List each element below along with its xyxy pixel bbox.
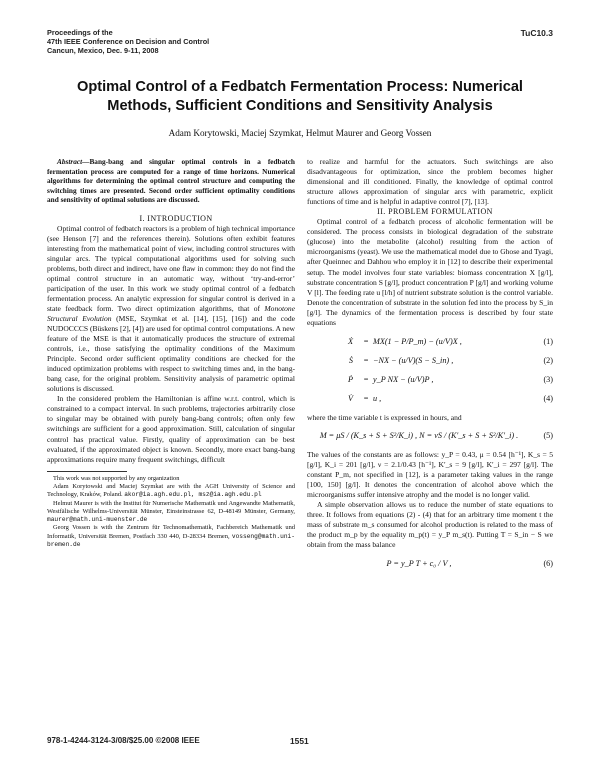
conference-line: Proceedings of the — [47, 28, 113, 37]
problem-paragraph: A simple observation allows us to reduce the number of state equations to three. It follows from equations (2) - (4) that for an arbitrary time moment t the mass of substrate m_s consumed for alcohol production is related to the mass of the product m_p by the equality m_p(t) = y_P m_s(t). Putting T = S_in − S we obtain from the mass balance — [307, 500, 553, 550]
eq-lhs: V̇ — [347, 394, 353, 404]
eq-lhs: Ṡ — [348, 356, 353, 366]
title-line: Optimal Control of a Fedbatch Fermentation Process: Numerical — [76, 79, 523, 95]
eq-sign: = — [363, 337, 369, 347]
state-equations — [307, 333, 553, 409]
eq-rhs: y_P NX − (u/V)P , — [373, 375, 434, 385]
eq-rhs: P = y_P T + c₀ / V , — [386, 558, 452, 568]
eq-rhs: MX(1 − P/P_m) − (u/V)X , — [373, 337, 462, 347]
abstract-text: —Bang-bang and singular optimal controls in a fedbatch fermentation process are computed for a range of time horizons. Numerical algorithms for determining the optimal control structure and computing the switching times are presented. Second order sufficient optimality conditions and sensitivity of optimal solutions are discussed. — [47, 157, 295, 204]
footnote-affiliation — [47, 524, 295, 549]
footnote-support: This work was not supported by any organization — [53, 474, 180, 482]
equation-6 — [307, 554, 553, 573]
eq-number: (6) — [543, 558, 553, 568]
constants-paragraph: The values of the constants are as follows: y_P = 0.43, μ = 0.54 [h⁻¹], K_s = 5 [g/l], K_i = 201 [g/l], ν = 2.1/0.43 [h⁻¹], K′_s = 9 [g/l], K′_i = 297 [g/l]. The constant P_m, not specified in [12], is a parameter taking values in the range [100, 150] [g/l]. It denotes the concentration of alcohol above which the microorganisms suffer intensive atrophy and the model is no longer valid. — [307, 449, 553, 500]
abstract — [47, 157, 295, 205]
section-heading-introduction: I. INTRODUCTION — [139, 213, 213, 223]
intro-text: Optimal control of fedbatch reactors is a problem of high technical importance (see Henson [7] and the references therein). Solutions often exhibit features interesting from the mathematical point of view, including control structures with singular arcs. The typical computational algorithms used for solving such problems, both direct and indirect, have one flaw in common: they do not find the optimal control structure in an automatic way, without ‘try-and-error’ participation of the user. In this work we study optimal control of a fedbatch fermentation process. An analytic expression for singular control is derived in a state feedback form. Two direct optimization algorithms, that of — [47, 223, 295, 313]
problem-text: where the time variable t is expressed in hours, and — [307, 412, 462, 422]
session-code: TuC10.3 — [520, 28, 553, 38]
eq-sign: = — [363, 375, 369, 385]
footnote-affiliation — [47, 483, 295, 500]
eq-sign: = — [363, 356, 369, 366]
problem-paragraph: Optimal control of a fedbatch process of alcoholic fermentation will be considered. The process consists in biological degradation of the substrate (glucose) into the metabolite (alcohol) resulting from the action of microorganisms (yeast). We use the mathematical model due to Ghose and Tyagi, after Queinnec and Dahhou who employ it in [12] to describe their experimental setup. The model involves four state variables: biomass concentration X [g/l], substrate concentration S [g/l], product concentration P [g/l] and working volume V [l]. The feeding rate u [l/h] of nutrient substrate solution is the control variable. Denote the concentration of substrate in the solution fed into the process by S_in [g/l]. The dynamics of the fermentation process is described by four state equations — [307, 217, 553, 327]
section-heading-problem: II. PROBLEM FORMULATION — [377, 207, 493, 217]
footnote-affiliation — [47, 500, 295, 525]
paper-title — [47, 78, 553, 116]
intro-text: (MSE, Szymkat et al. [14], [15], [16]) and the code NUDOCCCS (Büskens [2], [4]) are used for optimal control computations. A new feature of the MSE is that it automatically produces the structure of extremal controls, i.e., those satisfying the optimality conditions of the Maximum Principle. Second order sufficient optimality conditions are checked for the induced optimization problems with respect to switching times and, in the bang-bang case, for the original problem. Sensitivity analysis of parametric optimal solutions is discussed. — [47, 313, 296, 394]
affiliation-text: Georg Vossen is with the Zentrum für Technomathematik, Fachbereich Mathematik und Informatik, Universität Bremen, Postfach 330 440, D-28334 Bremen, — [47, 524, 295, 540]
footnotes — [47, 475, 295, 550]
equation-1 — [307, 333, 553, 352]
affiliation-text: Adam Korytowski and Maciej Szymkat are with the AGH University of Science and Technology, Kraków, Poland. — [47, 482, 295, 499]
left-column — [47, 157, 295, 549]
abstract-label: Abstract — [57, 157, 83, 166]
eq-rhs: −NX − (u/V)(S − S_in) , — [373, 356, 454, 366]
page-number: 1551 — [290, 736, 309, 746]
eq-number: (3) — [543, 375, 553, 385]
equation-5 — [307, 427, 553, 446]
conference-header — [47, 28, 209, 56]
email-link[interactable]: maurer@math.uni-muenster.de — [47, 516, 148, 524]
eq-number: (2) — [543, 356, 553, 366]
conference-line: Cancun, Mexico, Dec. 9-11, 2008 — [47, 46, 159, 56]
eq-lhs: Ẋ — [347, 337, 353, 347]
email-link[interactable]: akor@ia.agh.edu.pl, msz@ia.agh.edu.pl — [124, 491, 262, 499]
intro-continuation: to realize and harmful for the actuators. Such switchings are also disadvantageous for optimization, since the problem becomes higher dimensional and ill conditioned. Finally, the knowledge of optimal control structure allows approximation of singular arcs with parametric, explicit functions of time and is helpful in adaptive control [7], [13]. — [307, 157, 553, 207]
title-line: Methods, Sufficient Conditions and Sensitivity Analysis — [107, 98, 493, 114]
footnote-rule — [47, 471, 127, 472]
equation-4 — [307, 390, 553, 409]
isbn-copyright: 978-1-4244-3124-3/08/$25.00 ©2008 IEEE — [47, 736, 200, 745]
eq-sign: = — [363, 394, 369, 404]
eq-number: (4) — [543, 394, 553, 404]
eq-lhs: Ṗ — [347, 375, 353, 385]
affiliation-text: Helmut Maurer is with the Institut für Numerische Mathematik und Angewandte Mathematik, Westfälische Wilhelms-Universität Münster, Einsteinstrasse 62, D-48149 Münster, Germany, — [47, 499, 295, 515]
conference-line: 47th IEEE Conference on Decision and Control — [47, 37, 210, 47]
eq-number: (5) — [543, 431, 553, 441]
eq-rhs: M = μS / (K_s + S + S²/K_i) , N = νS / (K′_s + S + S²/K′_i) . — [319, 431, 519, 441]
author-list: Adam Korytowski, Maciej Szymkat, Helmut Maurer and Georg Vossen — [168, 128, 432, 138]
eq-rhs: u , — [373, 394, 382, 404]
intro-paragraph — [47, 224, 295, 395]
intro-paragraph: In the considered problem the Hamiltonian is affine w.r.t. control, which is constrained to a compact interval. In such problems, trajectories arbitrarily close to singular may be obtained with purely bang-bang controls; often only few switchings are sufficient for a good approximation. Still, calculation of singular control has practical value. Firstly, quality of approximation can be best evaluated, if the approximated object is known. Secondly, more exact bang-bang approximations require many frequent switchings, difficult — [47, 394, 295, 464]
eq-number: (1) — [543, 337, 553, 347]
email-link[interactable]: vosseng@math.uni-bremen.de — [47, 532, 295, 549]
right-column — [307, 157, 553, 573]
equation-3 — [307, 371, 553, 390]
intro-italic-term: Monotone Structural Evolution — [47, 303, 295, 323]
equation-2 — [307, 352, 553, 371]
